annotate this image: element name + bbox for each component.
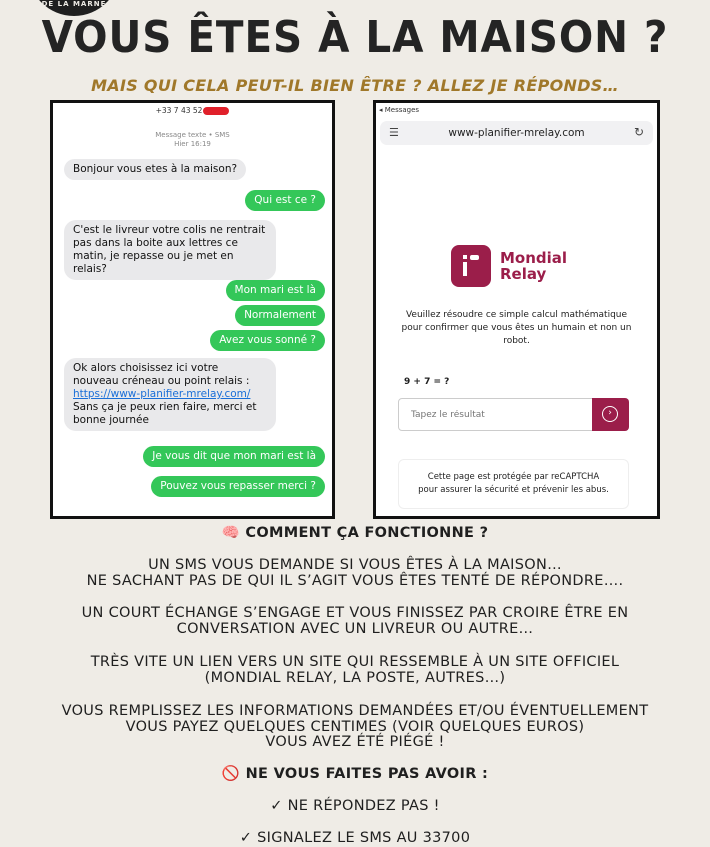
- message-outgoing: Je vous dit que mon mari est là: [143, 446, 325, 467]
- captcha-notice: [398, 459, 629, 509]
- url-bar[interactable]: [380, 121, 653, 145]
- website-screenshot: [373, 100, 660, 519]
- captcha-line: Cette page est protégée par reCAPTCHA: [427, 472, 600, 482]
- warning-heading: [0, 767, 710, 783]
- brain-icon: 🧠: [221, 525, 241, 541]
- message-outgoing: Mon mari est là: [226, 280, 325, 301]
- verification-text: Veuillez résoudre ce simple calcul mathématique pour confirmer que vous êtes un humain et non un robot.: [401, 310, 632, 346]
- seal-text: DE LA MARNE: [41, 0, 107, 8]
- how-it-works-heading: [0, 526, 710, 542]
- sms-time: Hier 16:19: [174, 140, 211, 148]
- message-text: Sans ça je peux rien faire, merci et bonne journée: [73, 401, 257, 426]
- sms-meta: [53, 131, 332, 149]
- phishing-link[interactable]: https://www-planifier-mrelay.com/: [73, 388, 251, 400]
- sms-sender: [53, 106, 332, 115]
- message-text: Ok alors choisissez ici votre nouveau créneau ou point relais :: [73, 362, 250, 387]
- mondial-relay-logo-text: [500, 250, 567, 282]
- heading-text: COMMENT ÇA FONCTIONNE ?: [245, 525, 489, 541]
- message-outgoing: Avez vous sonné ?: [210, 330, 325, 351]
- back-to-messages[interactable]: ◂ Messages: [379, 106, 420, 114]
- tip-2: [0, 831, 710, 847]
- text-line: CONVERSATION AVEC UN LIVREUR OU AUTRE…: [176, 620, 534, 637]
- url-text: www-planifier-mrelay.com: [448, 127, 585, 139]
- logo-word: Relay: [500, 265, 547, 283]
- sms-screenshot: [50, 100, 335, 519]
- mondial-relay-logo-icon: [451, 245, 491, 287]
- message-outgoing: Normalement: [235, 305, 325, 326]
- text-line: VOUS REMPLISSEZ LES INFORMATIONS DEMANDÉES ET/OU ÉVENTUELLEMENT: [61, 703, 649, 719]
- heading-text: NE VOUS FAITES PAS AVOIR :: [245, 766, 489, 782]
- text-line: VOUS PAYEZ QUELQUES CENTIMES (VOIR QUELQUES EUROS): [125, 718, 585, 735]
- tip-text: NE RÉPONDEZ PAS !: [287, 798, 440, 814]
- message-incoming: C'est le livreur votre colis ne rentrait pas dans la boite aux lettres ce matin, je repasse ou je met en relais?: [64, 220, 276, 280]
- math-question: 9 + 7 = ?: [404, 377, 450, 387]
- tip-1: [0, 799, 710, 815]
- text-line: VOUS AVEZ ÉTÉ PIÉGÉ !: [265, 734, 445, 750]
- arrow-right-icon: ›: [602, 406, 618, 422]
- message-outgoing: Qui est ce ?: [245, 190, 325, 211]
- logo-word: Mondial: [500, 249, 568, 267]
- redaction-mark: [203, 107, 229, 115]
- captcha-line: pour assurer la sécurité et prévenir les abus.: [418, 485, 609, 495]
- paragraph-2: [0, 606, 710, 637]
- prohibited-icon: 🚫: [221, 766, 241, 782]
- text-line: TRÈS VITE UN LIEN VERS UN SITE QUI RESSEMBLE À UN SITE OFFICIEL: [90, 654, 620, 670]
- message-incoming-link: [64, 358, 276, 431]
- result-field[interactable]: [398, 398, 593, 431]
- text-line: UN SMS VOUS DEMANDE SI VOUS ÊTES À LA MAISON…: [148, 557, 562, 573]
- tip-text: SIGNALEZ LE SMS AU 33700: [257, 830, 471, 846]
- paragraph-4: [0, 704, 710, 751]
- page-title: VOUS ÊTES À LA MAISON ?: [41, 12, 669, 63]
- paragraph-1: [0, 558, 710, 589]
- text-line: UN COURT ÉCHANGE S’ENGAGE ET VOUS FINISSEZ PAR CROIRE ÊTRE EN: [81, 605, 629, 621]
- sms-type: Message texte • SMS: [155, 131, 230, 139]
- message-outgoing: Pouvez vous repasser merci ?: [151, 476, 325, 497]
- sender-number: +33 7 43 52: [155, 106, 203, 115]
- reload-icon[interactable]: ↻: [633, 125, 644, 139]
- checkmark-icon: ✓: [239, 830, 253, 846]
- text-line: NE SACHANT PAS DE QUI IL S’AGIT VOUS ÊTES TENTÉ DE RÉPONDRE….: [86, 572, 624, 589]
- tabs-icon[interactable]: ☰: [389, 126, 399, 139]
- page-subtitle: MAIS QUI CELA PEUT-IL BIEN ÊTRE ? ALLEZ JE RÉPONDS…: [91, 76, 619, 95]
- paragraph-3: [0, 655, 710, 686]
- submit-button[interactable]: [592, 398, 629, 431]
- message-incoming: Bonjour vous etes à la maison?: [64, 159, 246, 180]
- checkmark-icon: ✓: [270, 798, 283, 814]
- result-input[interactable]: [399, 399, 592, 430]
- text-line: (MONDIAL RELAY, LA POSTE, AUTRES…): [204, 669, 506, 686]
